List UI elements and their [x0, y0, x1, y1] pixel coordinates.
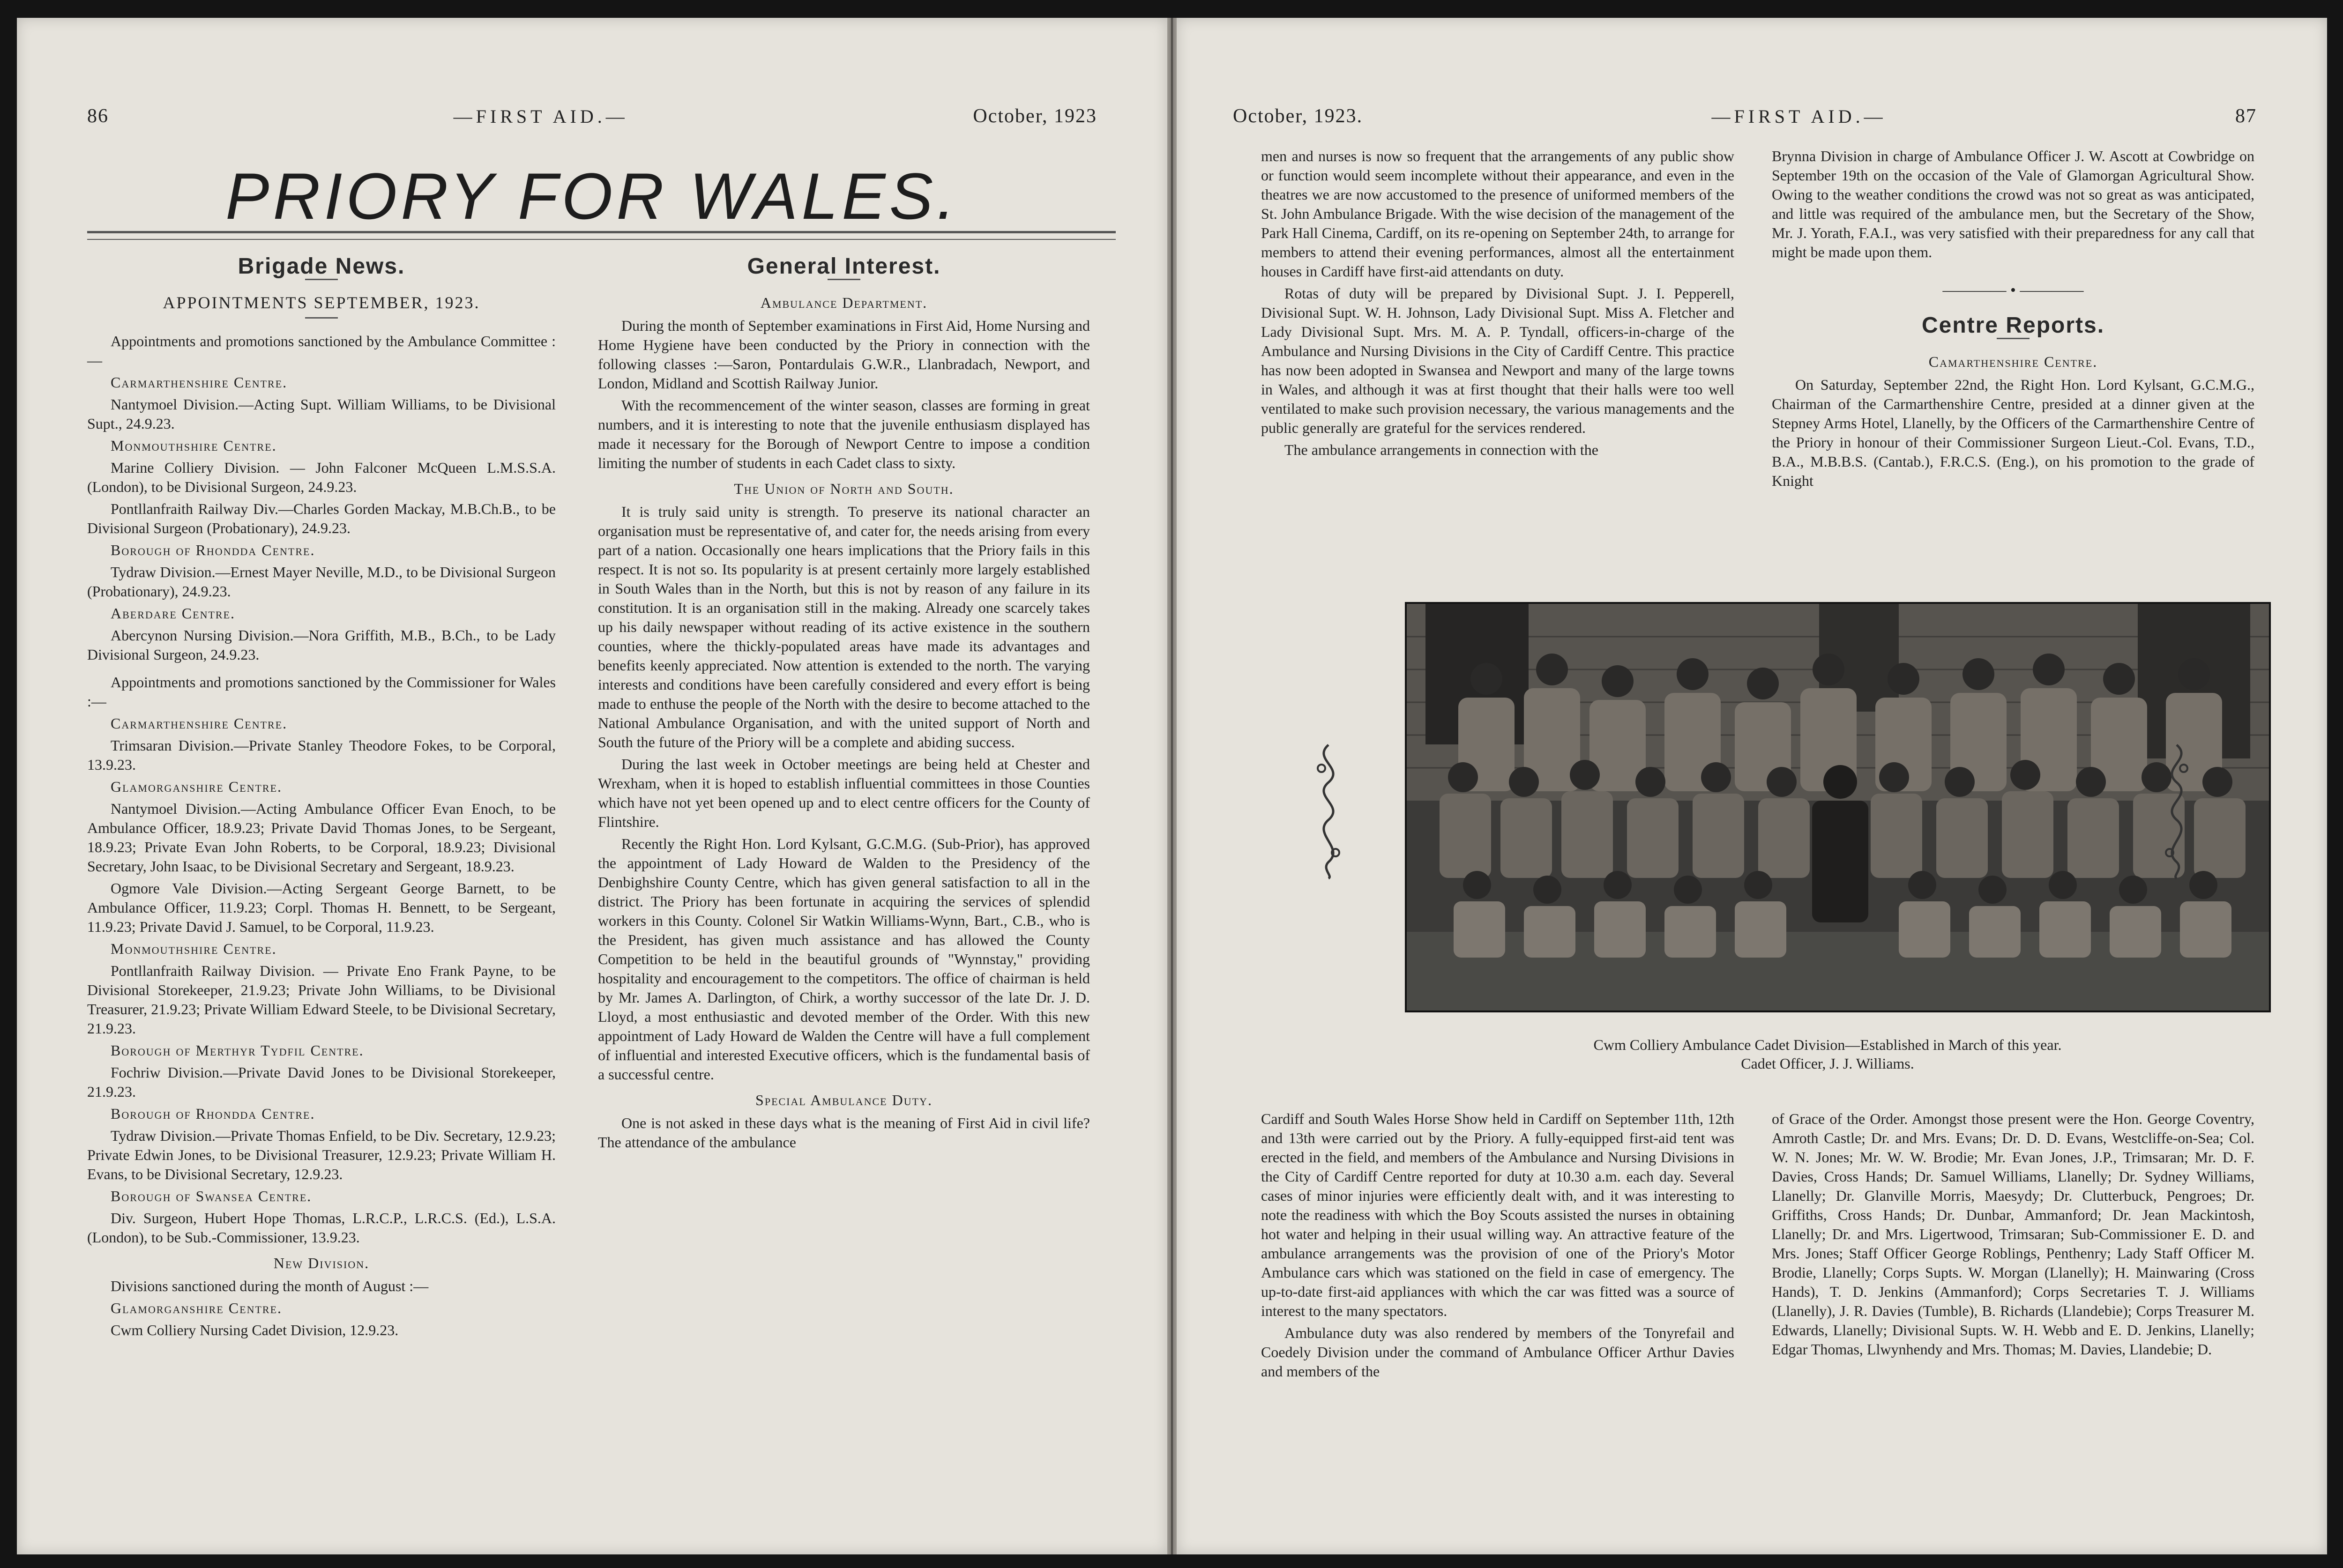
heading-dash: [1997, 338, 2030, 339]
paragraph: Cwm Colliery Nursing Cadet Division, 12.9.23.: [111, 1322, 399, 1338]
group-photograph: [1405, 602, 2271, 1012]
paragraph: Ogmore Vale Division.—Acting Sergeant George Barnett, to be Ambulance Officer, 11.9.23; Corpl. Thomas H. Bennett, to be Sergeant, 11.9.23; Private David J. Samuel, to be Corporal, 11.9.23.: [87, 880, 556, 935]
left-page: [17, 18, 1167, 1554]
paragraph: Div. Surgeon, Hubert Hope Thomas, L.R.C.P., L.R.C.S. (Ed.), L.S.A. (London), to be Sub.-Commissioner, 13.9.23.: [87, 1210, 556, 1246]
appointments-heading: APPOINTMENTS SEPTEMBER, 1923.: [163, 293, 480, 312]
paragraph: Abercynon Nursing Division.—Nora Griffith, M.B., B.Ch., to be Lady Divisional Surgeon, 24.9.23.: [87, 627, 556, 663]
running-header-right: [1233, 100, 2257, 133]
issue-date: October, 1923: [973, 105, 1097, 127]
subheading: New Division.: [273, 1255, 370, 1271]
paragraph: During the month of September examinations in First Aid, Home Nursing and Home Hygiene have been conducted by the Priory in connection with the following classes :—Saron, Pontardulais G.W.R., Llanbradach, Newport, and London, Midland and Scottish Railway Junior.: [598, 317, 1090, 392]
column-1-bottom: [1261, 1109, 1734, 1384]
centre-name: Carmarthenshire Centre.: [111, 374, 288, 391]
running-title: —FIRST AID.—: [453, 105, 628, 127]
paragraph: Rotas of duty will be prepared by Divisional Supt. J. I. Pepperell, Divisional Supt. W. H. Johnson, Lady Divisional Supt. Miss A. Fletcher and Lady Divisional Supt. Mrs. M. A. P. Tyndall, officers-in-charge of the Ambulance and Nursing Divisions in the City of Cardiff Centre. This practice has now been adopted in Swansea and Newport and many of the large towns in Wales, and although it was at first thought that their halls were too well ventilated to make such provision necessary, the various managements and the public generally are grateful for the services rendered.: [1261, 285, 1734, 436]
paragraph: It is truly said unity is strength. To preserve its national character an organisation must be representative of, and cater for, the needs arising from every part of a nation. Occasionally one hears implications that the Priory fails in this respect. It is not so. Its popularity is at present certainly more largely established in South Wales than in the North, but this is not by reason of any failure in its constitution. It is an organisation still in the making. Already one scarcely takes up his daily newspaper without reading of its active existence in the southern counties, where the thickly-populated areas have made its advantages and benefits keenly appreciated. Now attention is extended to the north. The varying interests and conditions have been carefully considered and every effort is being made to enthuse the people of the North with the desire to become attached to the National Ambulance Organisation, and with the united support of North and South the future of the Priory will be a complete and abiding success.: [598, 503, 1090, 751]
heading-dash: [305, 279, 338, 280]
photo-caption: [1312, 1035, 2343, 1073]
paragraph: Marine Colliery Division. — John Falconer McQueen L.M.S.S.A. (London), to be Divisional Surgeon, 24.9.23.: [87, 459, 556, 495]
issue-date: October, 1923.: [1233, 105, 1363, 127]
centre-name: Borough of Rhondda Centre.: [111, 542, 315, 558]
paragraph: During the last week in October meetings are being held at Chester and Wrexham, when it is hoped to establish influential committees in those Counties which have not yet been opened up and to elect centre officers for the County of Flintshire.: [598, 756, 1090, 830]
paragraph: Cardiff and South Wales Horse Show held in Cardiff on September 11th, 12th and 13th were carried out by the Priory. A fully-equipped first-aid tent was erected in the field, and members of the Ambulance and Nursing Divisions in the City of Cardiff Centre reported for duty at 10.30 a.m. each day. Several cases of minor injuries were efficiently dealt with, and it was interesting to note the readiness with which the Boy Scouts assisted the nurses in obtaining hot water and helping in their usual willing way. An attractive feature of the ambulance arrangements was the provision of one of the Priory's Motor Ambulance cars which was stationed on the field in case of emergency. The up-to-date first-aid appliances with which the car was fitted was a source of interest to the many spectators.: [1261, 1110, 1734, 1319]
paragraph: Trimsaran Division.—Private Stanley Theodore Fokes, to be Corporal, 13.9.23.: [87, 737, 556, 773]
centre-name: Glamorganshire Centre.: [111, 1300, 283, 1316]
centre-name: Aberdare Centre.: [111, 605, 236, 622]
paragraph: Tydraw Division.—Ernest Mayer Neville, M.D., to be Divisional Surgeon (Probationary), 24.9.23.: [87, 564, 556, 600]
centre-name: Carmarthenshire Centre.: [111, 715, 288, 732]
subheading: The Union of North and South.: [734, 480, 954, 497]
brigade-news-column: [87, 254, 556, 1343]
section-heading: Centre Reports.: [1921, 313, 2105, 338]
paragraph: men and nurses is now so frequent that the arrangements of any public show or function would seem incomplete without their appearance, and even in the theatres we are now accustomed to the presence of uniformed members of the St. John Ambulance Brigade. With the wise decision of the management of the Park Hall Cinema, Cardiff, on its re-opening on September 24th, to arrange for members to attend their evening performances, almost all the entertainment houses in Cardiff have first-aid attendants on duty.: [1261, 148, 1734, 280]
paragraph: One is not asked in these days what is the meaning of First Aid in civil life? The attendance of the ambulance: [598, 1115, 1090, 1151]
paragraph: Recently the Right Hon. Lord Kylsant, G.C.M.G. (Sub-Prior), has approved the appointment of Lady Howard de Walden to the Presidency of the Denbighshire County Centre, which has given general satisfaction to all in the district. The Priory has been fortunate in acquiring the services of splendid workers in this County. Colonel Sir Watkin Williams-Wynn, Bart., C.B., who is the President, has given much assistance and has allowed the County Competition to be held in the beautiful grounds of "Wynnstay," providing hospitality and encouragement to the competitors. The office of chairman is held by Mr. James A. Darlington, of Chirk, a worthy successor of the late Dr. J. D. Lloyd, a most enthusiastic and devoted member of the Order. With this new appointment of Lady Howard de Walden the Centre will have a full complement of influential and interested Executive officers, which is the fundamental basis of a successful centre.: [598, 835, 1090, 1083]
caption-line: Cwm Colliery Ambulance Cadet Division—Established in March of this year.: [1593, 1036, 2062, 1053]
paragraph: Appointments and promotions sanctioned by the Commissioner for Wales :—: [87, 674, 556, 710]
paragraph: Divisions sanctioned during the month of August :—: [111, 1278, 429, 1294]
scroll-ornament-right: [2156, 740, 2198, 881]
column-1-top: [1261, 147, 1734, 462]
centre-name: Monmouthshire Centre.: [111, 437, 277, 454]
paragraph: Brynna Division in charge of Ambulance Officer J. W. Ascott at Cowbridge on September 19th on the occasion of the Vale of Glamorgan Agricultural Show. Owing to the weather conditions the crowd was not so great as was anticipated, and little was required of the ambulance men, but the Secretary of the Show, Mr. J. Yorath, F.A.I., was very satisfied with their preparedness for any call that might be made upon them.: [1772, 148, 2254, 260]
general-interest-column: [598, 254, 1090, 1155]
caption-line: Cadet Officer, J. J. Williams.: [1741, 1055, 1914, 1072]
running-header-left: [87, 100, 1097, 133]
paragraph: Appointments and promotions sanctioned by the Ambulance Committee :—: [87, 333, 556, 369]
centre-name: Borough of Rhondda Centre.: [111, 1105, 315, 1122]
page-number: 87: [2235, 105, 2257, 127]
centre-name: Monmouthshire Centre.: [111, 940, 277, 957]
paragraph: of Grace of the Order. Amongst those present were the Hon. George Coventry, Amroth Castle; Dr. and Mrs. Evans; Dr. D. D. Evans, Westcliffe-on-Sea; Col. W. N. Jones; Mr. W. W. Brodie; Mr. Evan Jones, J.P., Trimsaran; Mr. D. F. Davies, Cross Hands; Dr. Samuel Williams, Llanelly; Dr. Sydney Williams, Llanelly; Dr. Glanville Morris, Maesydy; Dr. Clutterbuck, Pengroes; Dr. Griffiths, Cross Hands; Dr. Dunbar, Ammanford; Dr. Jean Mackintosh, Llanelly; Dr. and Mrs. Ligertwood, Trimsaran; Sub-Commissioner E. D. and Mrs. Jones; Staff Officer George Roblings, Penthenry; Lady Staff Officer M. Brodie, Llanelly; Corps Supts. W. Morgan (Llanelly); H. Mainwaring (Cross Hands), T. D. Jenkins (Ammanford); Corps Secretaries T. J. Williams (Llanelly), J. R. Davies (Tumble), B. Richards (Llandebie); Corps Treasurer M. Edwards, Llanelly; Divisional Supts. W. H. Webb and E. D. Jenkins, Llanelly; Edgar Thomas, Llwynhendy and Mrs. Thomas; M. Davies, Llandebie; D.: [1772, 1110, 2254, 1358]
paragraph: Ambulance duty was also rendered by members of the Tonyrefail and Coedely Division under the command of Ambulance Officer Arthur Davies and members of the: [1261, 1324, 1734, 1380]
centre-name: Borough of Swansea Centre.: [111, 1188, 312, 1204]
page-number: 86: [87, 105, 109, 127]
column-2-bottom: [1772, 1109, 2254, 1362]
paragraph: On Saturday, September 22nd, the Right Hon. Lord Kylsant, G.C.M.G., Chairman of the Carmarthenshire Centre, presided at a dinner given at the Stepney Arms Hotel, Llanelly, by the Officers of the Carmarthenshire Centre of the Priory in honour of their Commissioner Surgeon Lieut.-Col. Evans, T.D., B.A., M.B.B.S. (Cantab.), F.R.C.S. (Eng.), on his promotion to the grade of Knight: [1772, 376, 2254, 489]
subheading: Ambulance Department.: [760, 294, 928, 311]
paragraph: Tydraw Division.—Private Thomas Enfield, to be Div. Secretary, 12.9.23; Private Edwin Jones, to be Divisional Treasurer, 12.9.23; Private William H. Evans, to be Divisional Secretary, 12.9.23.: [87, 1127, 556, 1182]
centre-name: Glamorganshire Centre.: [111, 778, 283, 795]
running-title: —FIRST AID.—: [1711, 105, 1887, 127]
heading-dash: [305, 317, 338, 319]
paragraph: Nantymoel Division.—Acting Ambulance Officer Evan Enoch, to be Ambulance Officer, 18.9.23; Private David Thomas Jones, to be Sergeant, 18.9.23; Private Evan John Roberts, to be Corporal, 18.9.23; Divisional Secretary, John Isaac, to be Divisional Secretary and Sergeant, 18.9.23.: [87, 800, 556, 875]
paragraph: Pontllanfraith Railway Div.—Charles Gorden Mackay, M.B.Ch.B., to be Divisional Surgeon (Probationary), 24.9.23.: [87, 500, 556, 536]
centre-name: Borough of Merthyr Tydfil Centre.: [111, 1042, 364, 1059]
ornamental-divider: ———— • ————: [1942, 282, 2084, 299]
scroll-ornament-left: [1307, 740, 1350, 881]
section-heading: Brigade News.: [238, 254, 405, 279]
column-2-top: [1772, 147, 2254, 493]
paragraph: Nantymoel Division.—Acting Supt. William Williams, to be Divisional Supt., 24.9.23.: [87, 396, 556, 432]
paragraph: Pontllanfraith Railway Division. — Private Eno Frank Payne, to be Divisional Storekeeper, 21.9.23; Private John Williams, to be Divisional Treasurer, 21.9.23; Private William Edward Steele, to be Divisional Secretary, 21.9.23.: [87, 962, 556, 1037]
subheading: Camarthenshire Centre.: [1928, 353, 2098, 370]
subheading: Special Ambulance Duty.: [755, 1092, 933, 1108]
paragraph: The ambulance arrangements in connection with the: [1284, 441, 1598, 458]
paragraph: With the recommencement of the winter season, classes are forming in great numbers, and it is interesting to note that the juvenile enthusiasm displayed has made it necessary for the Borough of Newport Centre to impose a condition limiting the number of students in each Cadet class to sixty.: [598, 397, 1090, 471]
heading-dash: [828, 279, 860, 280]
paragraph: Fochriw Division.—Private David Jones to be Divisional Storekeeper, 21.9.23.: [87, 1064, 556, 1100]
title-rule: [87, 231, 1116, 240]
section-heading: General Interest.: [747, 254, 941, 279]
page-title: PRIORY FOR WALES.: [225, 159, 959, 233]
